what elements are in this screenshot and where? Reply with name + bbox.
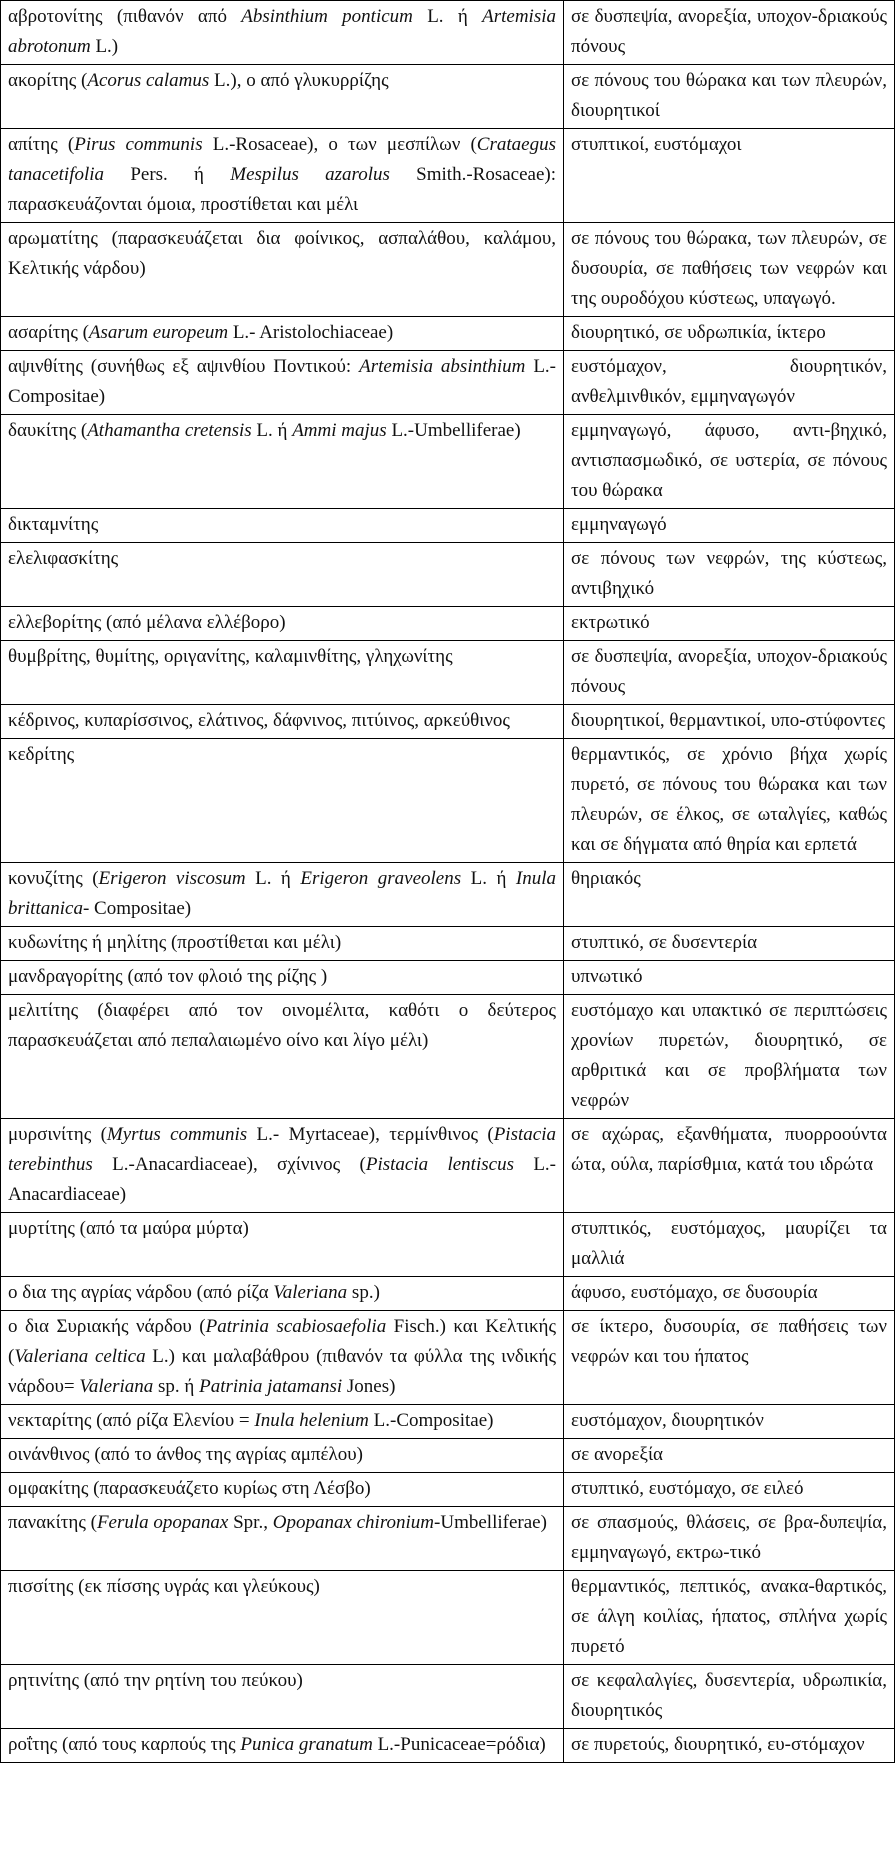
name-text: ελελιφασκίτης	[8, 548, 119, 569]
table-row	[1, 739, 895, 863]
medicinal-use-cell: θηριακός	[564, 863, 895, 927]
name-text: L.)	[90, 36, 119, 57]
medicinal-use-cell: σε δυσπεψία, ανορεξία, υποχον-δριακούς πόνους	[564, 1, 895, 65]
table-body	[1, 1, 895, 1763]
name-text: L.- Compositae)	[8, 356, 556, 407]
preparation-name-cell	[1, 705, 564, 739]
name-text: ομφακίτης (παρασκευάζετο κυρίως στη Λέσβο)	[8, 1478, 371, 1499]
name-text: - Compositae)	[82, 898, 192, 919]
preparation-name-cell	[1, 927, 564, 961]
medicinal-use-cell: διουρητικοί, θερμαντικοί, υπο-στύφοντες	[564, 705, 895, 739]
name-text: δικταμνίτης	[8, 514, 99, 535]
medicinal-use-cell: εκτρωτικό	[564, 607, 895, 641]
preparation-name-cell	[1, 65, 564, 129]
medicinal-use-cell: άφυσο, ευστόμαχο, σε δυσουρία	[564, 1277, 895, 1311]
table-row	[1, 223, 895, 317]
latin-name-text: Ammi majus	[292, 420, 387, 441]
name-text: κυδωνίτης ή μηλίτης (προστίθεται και μέλι)	[8, 932, 342, 953]
table-row	[1, 1119, 895, 1213]
preparation-name-cell	[1, 223, 564, 317]
latin-name-text: Pistacia terebinthus	[8, 1124, 556, 1175]
medicinal-use-cell: σε σπασμούς, θλάσεις, σε βρα-δυπεψία, εμμηναγωγό, εκτρω-τικό	[564, 1507, 895, 1571]
preparation-name-cell	[1, 863, 564, 927]
table-row	[1, 1311, 895, 1405]
preparation-name-cell	[1, 543, 564, 607]
name-text: L.), ο από γλυκυρρίζης	[209, 70, 389, 91]
latin-name-text: Inula brittanica	[8, 868, 556, 919]
preparation-name-cell	[1, 1507, 564, 1571]
medicinal-use-cell: σε ίκτερο, δυσουρία, σε παθήσεις των νεφρών και του ήπατος	[564, 1311, 895, 1405]
table-row	[1, 961, 895, 995]
medicinal-use-cell: στυπτικός, ευστόμαχος, μαυρίζει τα μαλλιά	[564, 1213, 895, 1277]
name-text: δαυκίτης (	[8, 420, 88, 441]
table-row	[1, 1729, 895, 1763]
latin-name-text: Myrtus communis	[106, 1124, 248, 1145]
medicinal-use-cell: εμμηναγωγό, άφυσο, αντι-βηχικό, αντισπασμωδικό, σε υστερία, σε πόνους του θώρακα	[564, 415, 895, 509]
medicinal-use-cell: σε πόνους των νεφρών, της κύστεως, αντιβηχικό	[564, 543, 895, 607]
preparation-name-cell	[1, 351, 564, 415]
medicinal-use-cell: στυπτικό, ευστόμαχο, σε ειλεό	[564, 1473, 895, 1507]
preparation-name-cell	[1, 961, 564, 995]
medicinal-use-cell: σε ανορεξία	[564, 1439, 895, 1473]
latin-name-text: Valeriana	[79, 1376, 154, 1397]
name-text: ελλεβορίτης (από μέλανα ελλέβορο)	[8, 612, 286, 633]
table-row	[1, 1507, 895, 1571]
preparation-name-cell	[1, 1473, 564, 1507]
name-text: Jones)	[342, 1376, 396, 1397]
preparation-name-cell	[1, 1119, 564, 1213]
medicinal-use-cell: υπνωτικό	[564, 961, 895, 995]
table-row	[1, 1439, 895, 1473]
latin-name-text: Athamantha cretensis	[87, 420, 252, 441]
preparation-name-cell	[1, 1311, 564, 1405]
preparation-name-cell	[1, 1405, 564, 1439]
latin-name-text: Patrinia scabiosaefolia	[205, 1316, 387, 1337]
latin-name-text: Punica granatum	[240, 1734, 373, 1755]
latin-name-text: Pirus communis	[74, 134, 203, 155]
name-text: L. ή	[412, 6, 483, 27]
medicinal-use-cell: ευστόμαχο και υπακτικό σε περιπτώσεις χρονίων πυρετών, διουρητικό, σε αρθριτικά και σε προβλήματα των νεφρών	[564, 995, 895, 1119]
table-row	[1, 641, 895, 705]
medicinal-use-cell: σε πόνους του θώρακα και των πλευρών, διουρητικοί	[564, 65, 895, 129]
name-text: αρωματίτης (παρασκευάζεται δια φοίνικος, ασπαλάθου, καλάμου, Κελτικής νάρδου)	[8, 228, 556, 279]
preparation-name-cell	[1, 995, 564, 1119]
name-text: μανδραγορίτης (από τον φλοιό της ρίζης )	[8, 966, 328, 987]
name-text: νεκταρίτης (από ρίζα Ελενίου =	[8, 1410, 255, 1431]
latin-name-text: Erigeron viscosum	[98, 868, 246, 889]
preparation-name-cell	[1, 129, 564, 223]
name-text: πισσίτης (εκ πίσσης υγράς και γλεύκους)	[8, 1576, 320, 1597]
medicinal-use-cell: θερμαντικός, σε χρόνιο βήχα χωρίς πυρετό, σε πόνους του θώρακα και των πλευρών, σε έλκος, σε ωταλγίες, καθώς και σε δήγματα από θηρία και ερπετά	[564, 739, 895, 863]
table-row	[1, 1, 895, 65]
medicinal-use-cell: ευστόμαχον, διουρητικόν, ανθελμινθικόν, εμμηναγωγόν	[564, 351, 895, 415]
table-row	[1, 863, 895, 927]
medicinal-use-cell: διουρητικό, σε υδρωπικία, ίκτερο	[564, 317, 895, 351]
name-text: μυρτίτης (από τα μαύρα μύρτα)	[8, 1218, 249, 1239]
preparation-name-cell	[1, 1571, 564, 1665]
medicinal-use-cell: σε δυσπεψία, ανορεξία, υποχον-δριακούς πόνους	[564, 641, 895, 705]
name-text: κονυζίτης (	[8, 868, 99, 889]
preparation-name-cell	[1, 1, 564, 65]
medicinal-use-cell: σε πυρετούς, διουρητικό, ευ-στόμαχον	[564, 1729, 895, 1763]
preparation-name-cell	[1, 607, 564, 641]
latin-name-text: Asarum europeum	[88, 322, 229, 343]
medicinal-use-cell: ευστόμαχον, διουρητικόν	[564, 1405, 895, 1439]
latin-name-text: Acorus calamus	[87, 70, 210, 91]
latin-name-text: Crataegus tanacetifolia	[8, 134, 556, 185]
latin-name-text: Valeriana celtica	[14, 1346, 146, 1367]
preparation-name-cell	[1, 1439, 564, 1473]
name-text: μελιτίτης (διαφέρει από τον οινομέλιτα, καθότι ο δεύτερος παρασκευάζεται από πεπαλαιωμένο οίνο και λίγο μέλι)	[8, 1000, 556, 1051]
table-row	[1, 705, 895, 739]
medicinal-use-cell: θερμαντικός, πεπτικός, ανακα-θαρτικός, σε άλγη κοιλίας, ήπατος, σπλήνα χωρίς πυρετό	[564, 1571, 895, 1665]
name-text: L.-Anacardiaceae)	[8, 1154, 557, 1205]
table-row	[1, 1665, 895, 1729]
medicinal-use-cell: στυπτικοί, ευστόμαχοι	[564, 129, 895, 223]
name-text: ρητινίτης (από την ρητίνη του πεύκου)	[8, 1670, 303, 1691]
preparation-name-cell	[1, 641, 564, 705]
name-text: μυρσινίτης (	[8, 1124, 107, 1145]
table-row	[1, 1277, 895, 1311]
name-text: ροΐτης (από τους καρπούς της	[8, 1734, 241, 1755]
table-row	[1, 1405, 895, 1439]
name-text: L.- Myrtaceae), τερμίνθινος (	[247, 1124, 494, 1145]
name-text: ο δια της αγρίας νάρδου (από ρίζα	[8, 1282, 274, 1303]
preparation-name-cell	[1, 1729, 564, 1763]
table-row	[1, 1571, 895, 1665]
name-text: αψινθίτης (συνήθως εξ αψινθίου Ποντικού:	[8, 356, 360, 377]
medicinal-use-cell: σε αχώρας, εξανθήματα, πυορροούντα ώτα, ούλα, παρίσθμια, κατά του ιδρώτα	[564, 1119, 895, 1213]
name-text: L. ή	[251, 420, 293, 441]
medicinal-use-cell: εμμηναγωγό	[564, 509, 895, 543]
name-text: L.-Compositae)	[368, 1410, 494, 1431]
name-text: L.-Rosaceae), ο των μεσπίλων (	[202, 134, 477, 155]
latin-name-text: Pistacia lentiscus	[365, 1154, 514, 1175]
preparation-name-cell	[1, 509, 564, 543]
name-text: ακορίτης (	[8, 70, 88, 91]
table-row	[1, 415, 895, 509]
latin-name-text: Opopanax chironium	[272, 1512, 435, 1533]
medicinal-use-cell: σε κεφαλαλγίες, δυσεντερία, υδρωπικία, διουρητικός	[564, 1665, 895, 1729]
name-text: sp.)	[347, 1282, 380, 1303]
latin-name-text: Absinthium ponticum	[241, 6, 413, 27]
name-text: Smith.-Rosaceae): παρασκευάζονται όμοια, προστίθεται και μέλι	[8, 164, 556, 215]
latin-name-text: Mespilus azarolus	[230, 164, 390, 185]
name-text: Fisch.) και Κελτικής (	[8, 1316, 557, 1367]
name-text: οινάνθινος (από το άνθος της αγρίας αμπέλου)	[8, 1444, 363, 1465]
table-row	[1, 1213, 895, 1277]
latin-name-text: Artemisia absinthium	[359, 356, 526, 377]
medicinal-use-cell: στυπτικό, σε δυσεντερία	[564, 927, 895, 961]
table-row	[1, 317, 895, 351]
name-text: κεδρίτης	[8, 744, 75, 765]
name-text: απίτης (	[8, 134, 75, 155]
name-text: L.- Aristolochiaceae)	[228, 322, 394, 343]
preparation-name-cell	[1, 1213, 564, 1277]
preparation-name-cell	[1, 415, 564, 509]
table-row	[1, 927, 895, 961]
table-row	[1, 607, 895, 641]
medicinal-use-cell: σε πόνους του θώρακα, των πλευρών, σε δυσουρία, σε παθήσεις των νεφρών και της ουροδόχου κύστεως, υπαγωγό.	[564, 223, 895, 317]
name-text: ο δια Συριακής νάρδου (	[8, 1316, 206, 1337]
name-text: ασαρίτης (	[8, 322, 89, 343]
latin-name-text: Ferula opopanax	[96, 1512, 229, 1533]
name-text: Spr.,	[228, 1512, 273, 1533]
preparation-name-cell	[1, 1665, 564, 1729]
latin-name-text: Artemisia abrotonum	[8, 6, 557, 57]
preparation-name-cell	[1, 739, 564, 863]
table-row	[1, 995, 895, 1119]
table-row	[1, 129, 895, 223]
name-text: sp. ή	[153, 1376, 200, 1397]
name-text: L. ή	[245, 868, 301, 889]
name-text: L. ή	[461, 868, 516, 889]
name-text: Pers. ή	[104, 164, 231, 185]
latin-name-text: Valeriana	[273, 1282, 348, 1303]
name-text: L.) και μαλαβάθρου (πιθανόν τα φύλλα της ινδικής νάρδου=	[8, 1346, 556, 1397]
name-text: L.-Umbelliferae)	[386, 420, 521, 441]
table-row	[1, 1473, 895, 1507]
table-row	[1, 543, 895, 607]
latin-name-text: Patrinia jatamansi	[199, 1376, 343, 1397]
preparation-name-cell	[1, 317, 564, 351]
table-row	[1, 65, 895, 129]
name-text: κέδρινος, κυπαρίσσινος, ελάτινος, δάφνινος, πιτύινος, αρκεύθινος	[8, 710, 510, 731]
table-row	[1, 351, 895, 415]
latin-name-text: Inula helenium	[254, 1410, 369, 1431]
name-text: πανακίτης (	[8, 1512, 97, 1533]
name-text: L.-Punicaceae=ρόδια)	[372, 1734, 546, 1755]
preparation-name-cell	[1, 1277, 564, 1311]
name-text: L.-Anacardiaceae), σχίνινος (	[92, 1154, 366, 1175]
name-text: -Umbelliferae)	[434, 1512, 547, 1533]
name-text: θυμβρίτης, θυμίτης, οριγανίτης, καλαμινθίτης, γληχωνίτης	[8, 646, 453, 667]
table-row	[1, 509, 895, 543]
name-text: αβροτονίτης (πιθανόν από	[8, 6, 242, 27]
latin-name-text: Erigeron graveolens	[300, 868, 462, 889]
